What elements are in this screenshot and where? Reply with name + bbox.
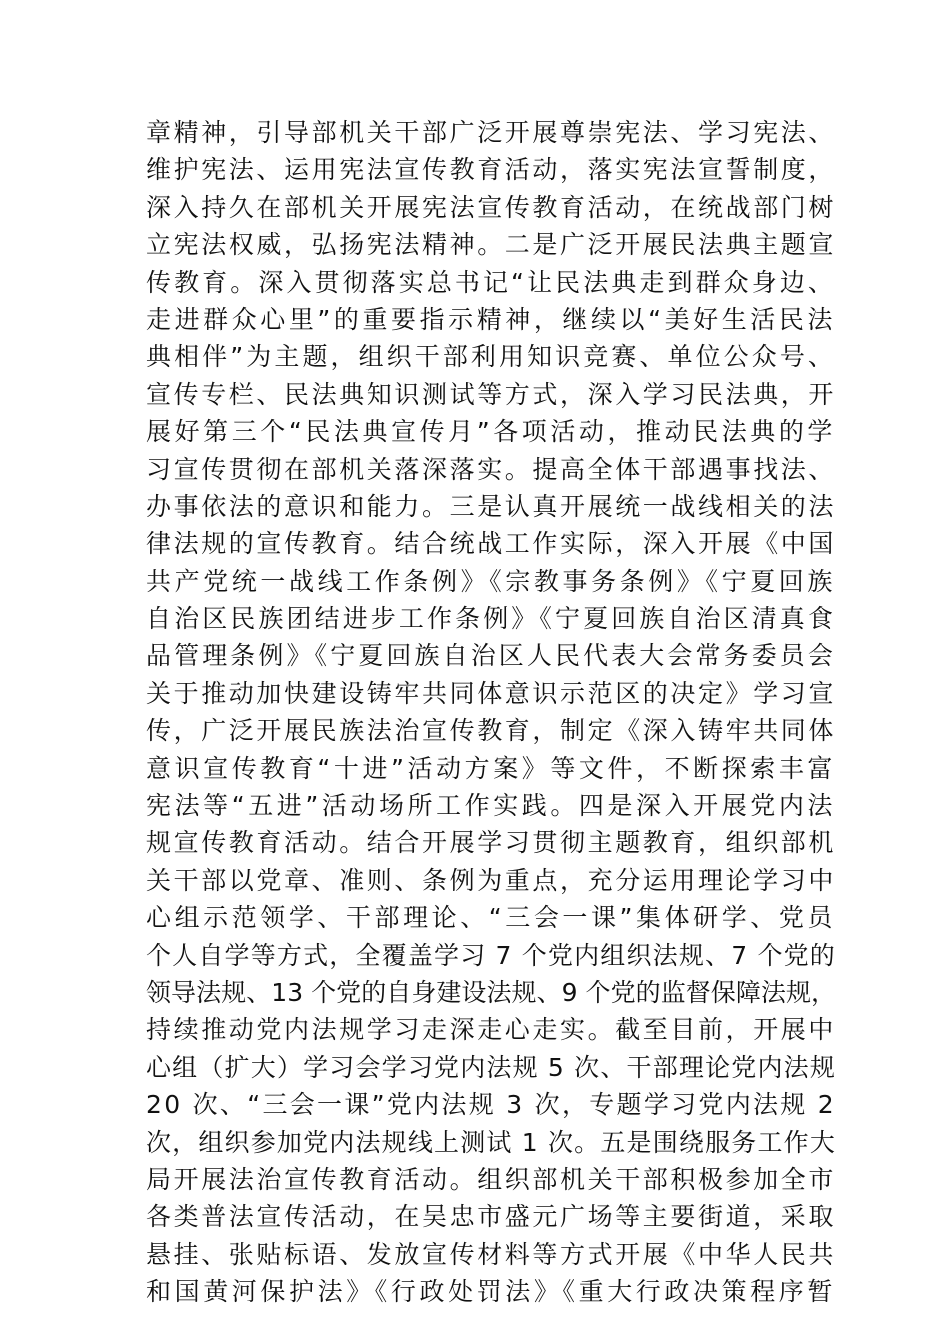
text-line: 立宪法权威，弘扬宪法精神。二是广泛开展民法典主题宣: [146, 230, 836, 260]
text-line: 深入持久在部机关开展宪法宣传教育活动，在统战部门树: [146, 192, 836, 222]
text-line: 办事依法的意识和能力。三是认真开展统一战线相关的法: [146, 491, 836, 521]
text-line: 宪法等“五进”活动场所工作实践。四是深入开展党内法: [146, 791, 836, 821]
text-line: 展好第三个“民法典宣传月”各项活动，推动民法典的学: [146, 417, 836, 447]
text-line: 关于推动加快建设铸牢共同体意识示范区的决定》学习宣: [146, 678, 836, 708]
text-line: 规宣传教育活动。结合开展学习贯彻主题教育，组织部机: [146, 828, 836, 858]
text-line: 20 次、“三会一课”党内法规 3 次，专题学习党内法规 2: [146, 1090, 836, 1120]
text-line: 持续推动党内法规学习走深走心走实。截至目前，开展中: [146, 1015, 836, 1045]
text-line: 各类普法宣传活动，在吴忠市盛元广场等主要街道，采取: [146, 1202, 836, 1232]
body-text: [146, 114, 836, 1311]
text-line: 走进群众心里”的重要指示精神，继续以“美好生活民法: [146, 304, 836, 334]
text-line: 传，广泛开展民族法治宣传教育，制定《深入铸牢共同体: [146, 716, 836, 746]
text-line: 心组示范领学、干部理论、“三会一课”集体研学、党员: [146, 903, 836, 933]
text-line: 个人自学等方式，全覆盖学习 7 个党内组织法规、7 个党的: [146, 940, 836, 970]
text-line: 传教育。深入贯彻落实总书记“让民法典走到群众身边、: [146, 267, 836, 297]
text-line: 维护宪法、运用宪法宣传教育活动，落实宪法宣誓制度，: [146, 155, 836, 185]
text-line: 品管理条例》《宁夏回族自治区人民代表大会常务委员会: [146, 641, 836, 671]
text-line: 局开展法治宣传教育活动。组织部机关干部积极参加全市: [146, 1164, 836, 1194]
text-line: 次，组织参加党内法规线上测试 1 次。五是围绕服务工作大: [146, 1127, 836, 1157]
text-line: 意识宣传教育“十进”活动方案》等文件，不断探索丰富: [146, 753, 836, 783]
text-line: 悬挂、张贴标语、发放宣传材料等方式开展《中华人民共: [146, 1239, 836, 1269]
text-line: 习宣传贯彻在部机关落深落实。提高全体干部遇事找法、: [146, 454, 836, 484]
text-line: 典相伴”为主题，组织干部利用知识竞赛、单位公众号、: [146, 342, 836, 372]
text-line: 领导法规、13 个党的自身建设法规、9 个党的监督保障法规，: [146, 977, 836, 1007]
text-line: 律法规的宣传教育。结合统战工作实际，深入开展《中国: [146, 529, 836, 559]
text-line: 关干部以党章、准则、条例为重点，充分运用理论学习中: [146, 865, 836, 895]
text-line: 和国黄河保护法》《行政处罚法》《重大行政决策程序暂: [146, 1277, 836, 1307]
text-line: 宣传专栏、民法典知识测试等方式，深入学习民法典，开: [146, 379, 836, 409]
text-line: 自治区民族团结进步工作条例》《宁夏回族自治区清真食: [146, 604, 836, 634]
text-line: 心组（扩大）学习会学习党内法规 5 次、干部理论党内法规: [146, 1052, 836, 1082]
text-line: 章精神，引导部机关干部广泛开展尊崇宪法、学习宪法、: [146, 118, 836, 147]
text-line: 共产党统一战线工作条例》《宗教事务条例》《宁夏回族: [146, 566, 836, 596]
